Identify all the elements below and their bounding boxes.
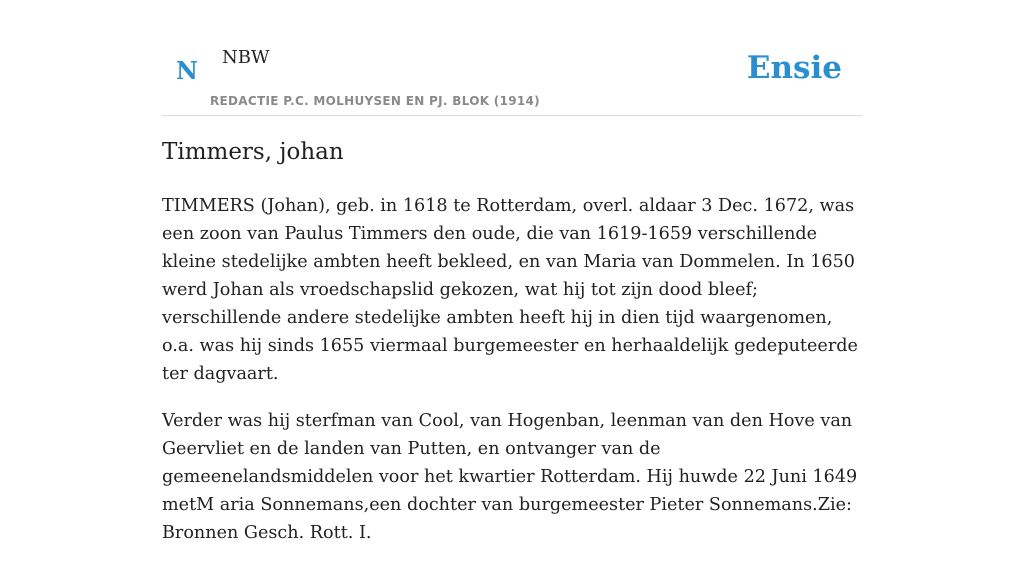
brand-logo[interactable]: Ensie [746, 50, 842, 86]
article-paragraph: Verder was hij sterfman van Cool, van Hogenban, leenman van den Hove van Geervliet en de landen van Putten, en ontvanger van de gemeenelandsmiddelen voor het kwartier Rotterdam. Hij huwde 22 Juni 1649 metM aria Sonnemans,een dochter van burgemeester Pieter Sonnemans.Zie: Bronnen Gesch. Rott. I. [162, 411, 858, 543]
source-subtitle: REDACTIE P.C. MOLHUYSEN EN PJ. BLOK (1914) [210, 94, 540, 108]
article-paragraph: TIMMERS (Johan), geb. in 1618 te Rotterdam, overl. aldaar 3 Dec. 1672, was een zoon van Paulus Timmers den oude, die van 1619-1659 verschillende kleine stedelijke ambten heeft bekleed, en van Maria van Dommelen. In 1650 werd Johan als vroedschapslid gekozen, wat hij tot zijn dood bleef; verschillende andere stedelijke ambten heeft hij in dien tijd waargenomen, o.a. was hij sinds 1655 viermaal burgemeester en herhaaldelijk gedeputeerde ter dagvaart. [162, 196, 858, 384]
header [162, 0, 862, 116]
source-logo[interactable]: N [176, 56, 198, 85]
source-title[interactable]: NBW [222, 47, 270, 68]
page [162, 0, 862, 543]
article-title: Timmers, johan [162, 139, 344, 165]
article-body [162, 192, 862, 566]
